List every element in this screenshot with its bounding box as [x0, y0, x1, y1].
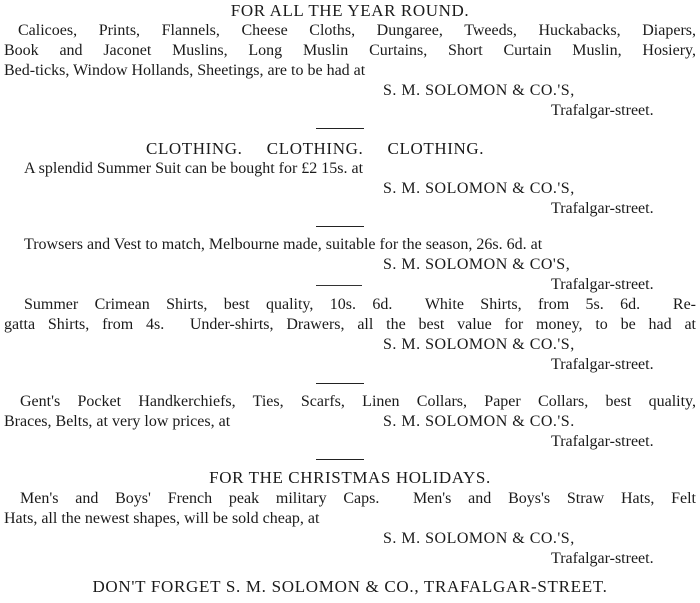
ad1-line-3: Bed-ticks, Window Hollands, Sheetings, are to be had at [4, 62, 366, 79]
ad5-street: Trafalgar-street. [551, 433, 654, 450]
ad1-line-1: Calicoes, Prints, Flannels, Cheese Cloths, Dungaree, Tweeds, Huckabacks, Diapers, [18, 22, 696, 39]
ad2-merchant: S. M. SOLOMON & CO.'S, [383, 180, 575, 197]
ad3-line-1: Trowsers and Vest to match, Melbourne made, suitable for the season, 26s. 6d. at [24, 236, 543, 253]
ad4-merchant: S. M. SOLOMON & CO.'S, [383, 336, 575, 353]
ad3-street: Trafalgar-street. [551, 276, 654, 293]
ad1-merchant: S. M. SOLOMON & CO.'S, [383, 82, 575, 99]
heading-clothing: CLOTHING. CLOTHING. CLOTHING. [146, 139, 485, 158]
section-rule [316, 383, 364, 384]
heading-christmas: FOR THE CHRISTMAS HOLIDAYS. [209, 468, 491, 487]
ad5-line-2: Braces, Belts, at very low prices, at [4, 413, 231, 430]
ad5-line-1: Gent's Pocket Handkerchiefs, Ties, Scarfs, Linen Collars, Paper Collars, best quality, [20, 393, 696, 410]
section-rule [316, 128, 364, 129]
ad1-street: Trafalgar-street. [551, 102, 654, 119]
ad3-merchant: S. M. SOLOMON & CO'S, [383, 256, 571, 273]
ad6-line-1: Men's and Boys' French peak military Caps. Men's and Boys's Straw Hats, Felt [20, 490, 696, 507]
heading-year-round: FOR ALL THE YEAR ROUND. [230, 1, 470, 20]
ad4-line-2: gatta Shirts, from 4s. Under-shirts, Drawers, all the best value for money, to be had at [4, 316, 696, 333]
ad2-street: Trafalgar-street. [551, 200, 654, 217]
ad5-merchant: S. M. SOLOMON & CO.'S. [383, 413, 575, 430]
short-dash-rule [316, 285, 362, 286]
section-rule [316, 459, 364, 460]
footer-reminder: DON'T FORGET S. M. SOLOMON & CO., TRAFALGAR-STREET. [92, 577, 608, 596]
ad6-street: Trafalgar-street. [551, 550, 654, 567]
ad4-line-1: Summer Crimean Shirts, best quality, 10s. 6d. White Shirts, from 5s. 6d. Re- [24, 296, 696, 313]
section-rule [316, 226, 364, 227]
ad6-merchant: S. M. SOLOMON & CO.'S, [383, 530, 575, 547]
ad1-line-2: Book and Jaconet Muslins, Long Muslin Curtains, Short Curtain Muslin, Hosiery, [4, 42, 696, 59]
ad2-line-1: A splendid Summer Suit can be bought for £2 15s. at [24, 160, 364, 177]
ad4-street: Trafalgar-street. [551, 356, 654, 373]
ad6-line-2: Hats, all the newest shapes, will be sold cheap, at [4, 510, 320, 527]
